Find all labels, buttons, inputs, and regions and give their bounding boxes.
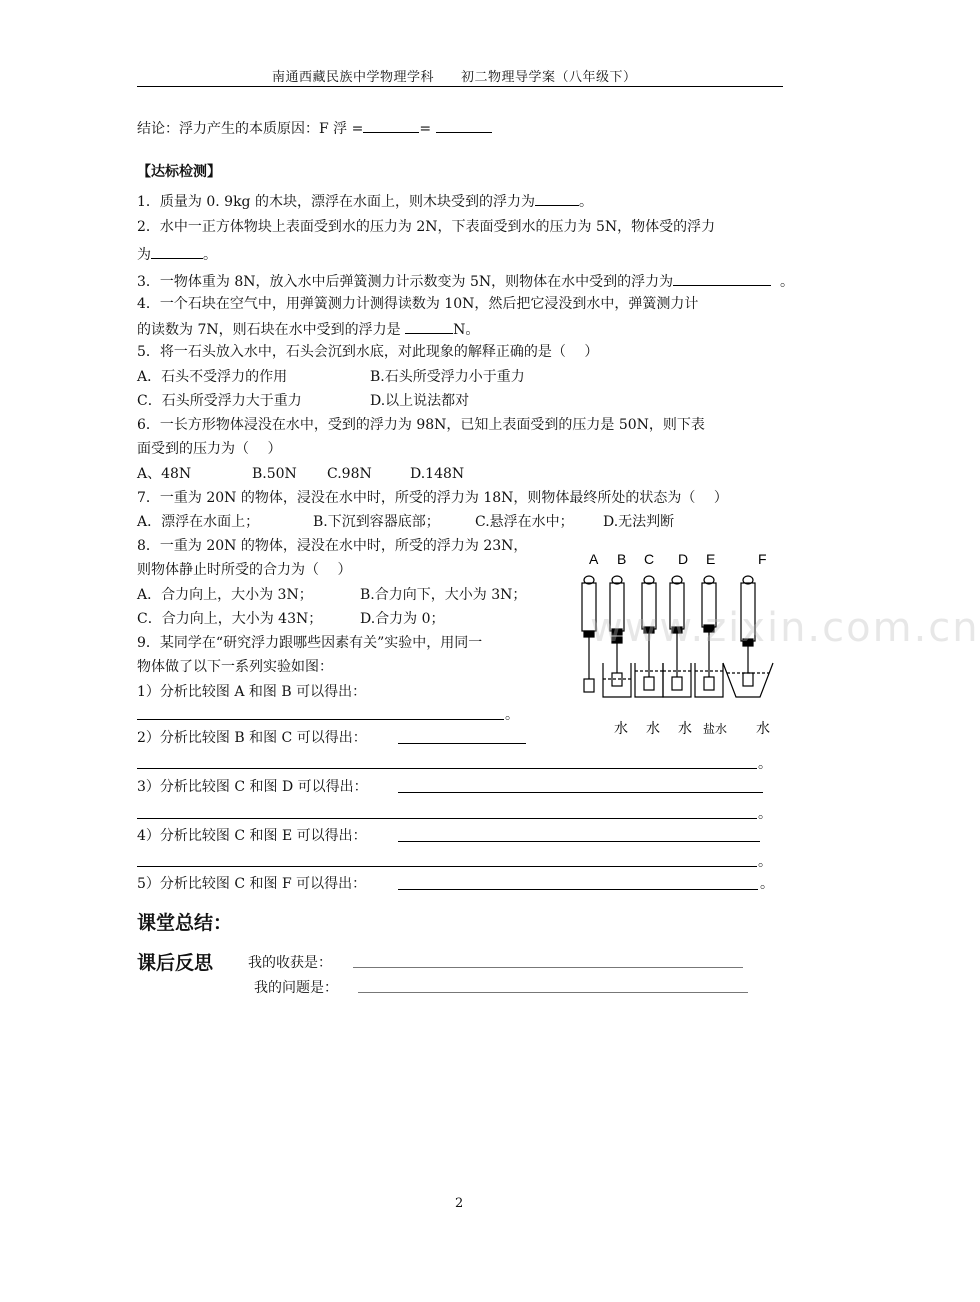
q9-answer-line-5[interactable] — [398, 889, 758, 890]
q2-line2: 为 — [137, 247, 151, 263]
q9-item-5: 5）分析比较图 C 和图 F 可以得出： — [137, 876, 367, 892]
q3-text: 3．一物体重为 8N，放入水中后弹簧测力计示数变为 5N，则物体在水中受到的浮力为 — [137, 274, 674, 290]
figure-label-e: E — [706, 551, 716, 567]
question-3 — [137, 271, 794, 291]
q9-answer-line-4a[interactable] — [398, 841, 760, 842]
conclusion-blank-1[interactable] — [363, 118, 419, 133]
q9-line1: 9．某同学在“研究浮力跟哪些因素有关”实验中，用同一 — [137, 635, 483, 651]
page-number: 2 — [455, 1196, 464, 1211]
q3-end: 。 — [780, 274, 795, 290]
q5-option-d[interactable]: D.以上说法都对 — [370, 393, 470, 409]
question-4-line2 — [137, 319, 479, 339]
q9-answer-line-3a[interactable] — [398, 792, 763, 793]
q8-line1: 8．一重为 20N 的物体，浸没在水中时，所受的浮力为 23N， — [137, 538, 528, 554]
conclusion-line — [137, 118, 492, 138]
q9-item-5-end: 。 — [760, 876, 774, 892]
figure-label-b: B — [617, 551, 627, 567]
q9-answer-line-2a[interactable] — [398, 743, 526, 744]
q9-answer-line-4b[interactable] — [137, 866, 757, 867]
q9-answer-line-2b[interactable] — [137, 768, 757, 769]
q7-option-a[interactable]: A．漂浮在水面上； — [137, 514, 260, 530]
q6-option-d[interactable]: D.148N — [410, 466, 465, 482]
q4-line2a: 的读数为 7N，则石块在水中受到的浮力是 — [137, 322, 401, 338]
figure-liquid-f: 水 — [756, 721, 770, 737]
conclusion-text: 结论：浮力产生的本质原因：F 浮 = — [137, 121, 364, 137]
q9-answer-line-1[interactable] — [137, 719, 504, 720]
question-2-line2 — [137, 244, 217, 264]
q8-option-d[interactable]: D.合力为 0； — [360, 611, 445, 627]
q8-line2: 则物体静止时所受的合力为（ ） — [137, 562, 352, 578]
q8-option-b[interactable]: B.合力向下，大小为 3N； — [360, 587, 527, 603]
q3-blank[interactable] — [673, 271, 771, 286]
q7-option-b[interactable]: B.下沉到容器底部； — [313, 514, 440, 530]
q6-option-b[interactable]: B.50N — [252, 466, 297, 482]
figure-liquid-b: 水 — [614, 721, 628, 737]
reflection-title: 课后反思 — [137, 952, 214, 974]
q9-item-1: 1）分析比较图 A 和图 B 可以得出： — [137, 684, 367, 700]
figure-label-f: F — [758, 551, 767, 567]
q5-option-a[interactable]: A．石头不受浮力的作用 — [137, 369, 288, 385]
q6-line2: 面受到的压力为（ ） — [137, 441, 282, 457]
q4-line2b: N。 — [453, 322, 480, 338]
summary-title: 课堂总结： — [137, 912, 233, 934]
q7-option-c[interactable]: C.悬浮在水中； — [475, 514, 574, 530]
figure-liquid-c: 水 — [646, 721, 660, 737]
watermark: www.zixin.com.cn — [590, 605, 980, 651]
question-1 — [137, 191, 593, 211]
q9-item-3-end: 。 — [758, 806, 772, 822]
q8-option-c[interactable]: C．合力向上，大小为 43N； — [137, 611, 323, 627]
q9-item-3: 3）分析比较图 C 和图 D 可以得出： — [137, 779, 368, 795]
figure-label-a: A — [589, 551, 599, 567]
q7-stem: 7．一重为 20N 的物体，浸没在水中时，所受的浮力为 18N，则物体最终所处的状态为（ ） — [137, 490, 728, 506]
conclusion-blank-2[interactable] — [436, 118, 492, 133]
page-header: 南通西藏民族中学物理学科 初二物理导学案（八年级下） — [272, 70, 637, 85]
header-rule — [137, 86, 783, 87]
q9-line2: 物体做了以下一系列实验如图： — [137, 659, 333, 675]
q9-item-2-end: 。 — [758, 756, 772, 772]
reflection-gain-label: 我的收获是： — [248, 955, 332, 971]
figure-label-c: C — [644, 551, 655, 567]
figure-liquid-e: 盐水 — [703, 722, 728, 736]
q2-line1: 2．水中一正方体物块上表面受到水的压力为 2N，下表面受到水的压力为 5N，物体受的浮力 — [137, 219, 716, 235]
q2-end: 。 — [203, 247, 217, 263]
q5-option-c[interactable]: C．石头所受浮力大于重力 — [137, 393, 302, 409]
q4-line1: 4．一个石块在空气中，用弹簧测力计测得读数为 10N，然后把它浸没到水中，弹簧测力计 — [137, 296, 699, 312]
section-title: 【达标检测】 — [137, 164, 221, 180]
q9-item-2: 2）分析比较图 B 和图 C 可以得出： — [137, 730, 367, 746]
q6-option-a[interactable]: A、48N — [137, 466, 192, 482]
q9-answer-line-3b[interactable] — [137, 818, 757, 819]
q6-line1: 6．一长方形物体浸没在水中，受到的浮力为 98N，已知上表面受到的压力是 50N，则下表 — [137, 417, 705, 433]
reflection-question-label: 我的问题是： — [254, 980, 338, 996]
figure-label-d: D — [678, 551, 689, 567]
q1-text: 1．质量为 0. 9kg 的木块，漂浮在水面上，则木块受到的浮力为 — [137, 194, 535, 210]
reflection-question-line[interactable] — [358, 992, 748, 993]
q2-blank[interactable] — [151, 244, 203, 259]
q9-item-1-end: 。 — [505, 707, 519, 723]
reflection-gain-line[interactable] — [353, 967, 743, 968]
q9-item-4-end: 。 — [758, 854, 772, 870]
q1-end: 。 — [578, 194, 593, 210]
q6-option-c[interactable]: C.98N — [327, 466, 372, 482]
q7-option-d[interactable]: D.无法判断 — [603, 514, 675, 530]
q5-option-b[interactable]: B.石头所受浮力小于重力 — [370, 369, 525, 385]
q1-blank[interactable] — [535, 191, 579, 206]
q4-blank[interactable] — [405, 319, 453, 334]
q5-stem: 5．将一石头放入水中，石头会沉到水底，对此现象的解释正确的是（ ） — [137, 344, 599, 360]
conclusion-eq: = — [419, 121, 432, 137]
figure-liquid-d: 水 — [678, 721, 692, 737]
q8-option-a[interactable]: A．合力向上，大小为 3N； — [137, 587, 313, 603]
q9-item-4: 4）分析比较图 C 和图 E 可以得出： — [137, 828, 367, 844]
